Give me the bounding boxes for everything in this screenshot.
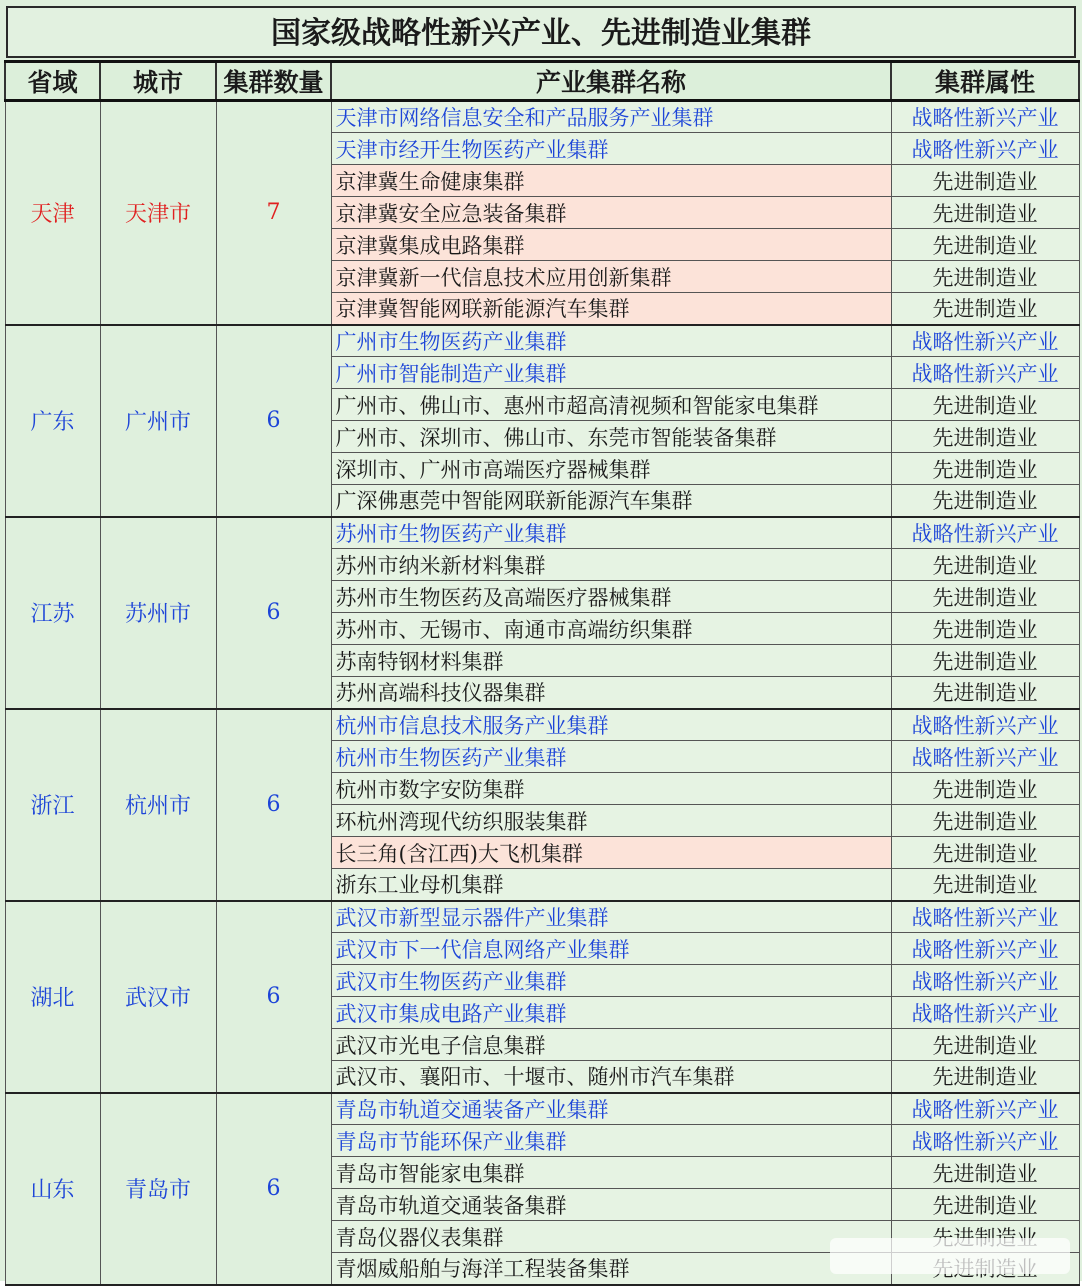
cluster-type-cell: 战略性新兴产业 [891, 1093, 1079, 1125]
table-row [5, 901, 1079, 933]
cluster-name-cell: 京津冀生命健康集群 [331, 165, 891, 197]
province-cell: 江苏 [5, 517, 100, 709]
cluster-type-cell: 战略性新兴产业 [891, 901, 1079, 933]
cluster-name-cell: 武汉市集成电路产业集群 [331, 997, 891, 1029]
count-cell: 6 [216, 325, 331, 517]
city-cell: 苏州市 [100, 517, 216, 709]
city-cell: 杭州市 [100, 709, 216, 901]
cluster-name-cell: 武汉市下一代信息网络产业集群 [331, 933, 891, 965]
cluster-name-cell: 长三角(含江西)大飞机集群 [331, 837, 891, 869]
city-cell: 青岛市 [100, 1093, 216, 1285]
cluster-name-cell: 深圳市、广州市高端医疗器械集群 [331, 453, 891, 485]
province-cell: 浙江 [5, 709, 100, 901]
cluster-type-cell: 战略性新兴产业 [891, 741, 1079, 773]
cluster-type-cell: 先进制造业 [891, 389, 1079, 421]
cluster-name-cell: 京津冀集成电路集群 [331, 229, 891, 261]
table-title: 国家级战略性新兴产业、先进制造业集群 [6, 6, 1076, 58]
cluster-name-cell: 苏州市、无锡市、南通市高端纺织集群 [331, 613, 891, 645]
cluster-name-cell: 苏州市生物医药产业集群 [331, 517, 891, 549]
cluster-type-cell: 先进制造业 [891, 677, 1079, 709]
cluster-type-cell: 战略性新兴产业 [891, 101, 1079, 133]
province-cell: 山东 [5, 1093, 100, 1285]
count-cell: 6 [216, 517, 331, 709]
cluster-name-cell: 广州市、佛山市、惠州市超高清视频和智能家电集群 [331, 389, 891, 421]
cluster-type-cell: 先进制造业 [891, 1061, 1079, 1093]
cluster-type-cell: 先进制造业 [891, 261, 1079, 293]
cluster-name-cell: 武汉市、襄阳市、十堰市、随州市汽车集群 [331, 1061, 891, 1093]
cluster-name-cell: 杭州市生物医药产业集群 [331, 741, 891, 773]
cluster-name-cell: 青岛市节能环保产业集群 [331, 1125, 891, 1157]
cluster-type-cell: 战略性新兴产业 [891, 997, 1079, 1029]
cluster-name-cell: 杭州市数字安防集群 [331, 773, 891, 805]
table-body [5, 101, 1079, 1285]
cluster-type-cell: 先进制造业 [891, 805, 1079, 837]
cluster-name-cell: 天津市网络信息安全和产品服务产业集群 [331, 101, 891, 133]
table-row [5, 517, 1079, 549]
cluster-type-cell: 战略性新兴产业 [891, 709, 1079, 741]
cluster-type-cell: 战略性新兴产业 [891, 965, 1079, 997]
cluster-name-cell: 京津冀智能网联新能源汽车集群 [331, 293, 891, 325]
cluster-name-cell: 广州市生物医药产业集群 [331, 325, 891, 357]
cluster-type-cell: 先进制造业 [891, 613, 1079, 645]
cluster-type-cell: 先进制造业 [891, 837, 1079, 869]
cluster-type-cell: 战略性新兴产业 [891, 325, 1079, 357]
table-row [5, 709, 1079, 741]
cluster-name-cell: 广州市、深圳市、佛山市、东莞市智能装备集群 [331, 421, 891, 453]
cluster-type-cell: 先进制造业 [891, 645, 1079, 677]
cluster-name-cell: 京津冀新一代信息技术应用创新集群 [331, 261, 891, 293]
cluster-name-cell: 苏州市纳米新材料集群 [331, 549, 891, 581]
cluster-type-cell: 先进制造业 [891, 293, 1079, 325]
header-count: 集群数量 [216, 62, 331, 101]
cluster-type-cell: 先进制造业 [891, 165, 1079, 197]
cluster-table [4, 60, 1080, 1286]
cluster-name-cell: 浙东工业母机集群 [331, 869, 891, 901]
cluster-name-cell: 环杭州湾现代纺织服装集群 [331, 805, 891, 837]
table-row [5, 325, 1079, 357]
count-cell: 7 [216, 101, 331, 325]
header-row [5, 62, 1079, 101]
cluster-type-cell: 先进制造业 [891, 581, 1079, 613]
cluster-name-cell: 苏州市生物医药及高端医疗器械集群 [331, 581, 891, 613]
cluster-type-cell: 先进制造业 [891, 421, 1079, 453]
cluster-type-cell: 先进制造业 [891, 197, 1079, 229]
header-province: 省域 [5, 62, 100, 101]
cluster-name-cell: 天津市经开生物医药产业集群 [331, 133, 891, 165]
cluster-type-cell: 先进制造业 [891, 1157, 1079, 1189]
cluster-name-cell: 武汉市光电子信息集群 [331, 1029, 891, 1061]
table-row [5, 1093, 1079, 1125]
cluster-name-cell: 苏州高端科技仪器集群 [331, 677, 891, 709]
cluster-name-cell: 武汉市生物医药产业集群 [331, 965, 891, 997]
cluster-name-cell: 广州市智能制造产业集群 [331, 357, 891, 389]
city-cell: 武汉市 [100, 901, 216, 1093]
cluster-name-cell: 杭州市信息技术服务产业集群 [331, 709, 891, 741]
table-row [5, 101, 1079, 133]
cluster-type-cell: 战略性新兴产业 [891, 517, 1079, 549]
cluster-type-cell: 先进制造业 [891, 1189, 1079, 1221]
cluster-type-cell: 战略性新兴产业 [891, 357, 1079, 389]
header-cluster-name: 产业集群名称 [331, 62, 891, 101]
cluster-name-cell: 京津冀安全应急装备集群 [331, 197, 891, 229]
header-cluster-type: 集群属性 [891, 62, 1079, 101]
province-cell: 湖北 [5, 901, 100, 1093]
cluster-type-cell: 战略性新兴产业 [891, 1125, 1079, 1157]
cluster-name-cell: 青岛市智能家电集群 [331, 1157, 891, 1189]
count-cell: 6 [216, 1093, 331, 1285]
cluster-name-cell: 广深佛惠莞中智能网联新能源汽车集群 [331, 485, 891, 517]
cluster-type-cell: 先进制造业 [891, 549, 1079, 581]
cluster-type-cell: 战略性新兴产业 [891, 933, 1079, 965]
count-cell: 6 [216, 709, 331, 901]
count-cell: 6 [216, 901, 331, 1093]
cluster-type-cell: 先进制造业 [891, 869, 1079, 901]
city-cell: 广州市 [100, 325, 216, 517]
province-cell: 天津 [5, 101, 100, 325]
cluster-name-cell: 青岛仪器仪表集群 [331, 1221, 891, 1253]
city-cell: 天津市 [100, 101, 216, 325]
cluster-name-cell: 青烟威船舶与海洋工程装备集群 [331, 1253, 891, 1285]
cluster-type-cell: 先进制造业 [891, 1029, 1079, 1061]
cluster-name-cell: 武汉市新型显示器件产业集群 [331, 901, 891, 933]
cluster-type-cell: 先进制造业 [891, 229, 1079, 261]
province-cell: 广东 [5, 325, 100, 517]
cluster-type-cell: 先进制造业 [891, 485, 1079, 517]
cluster-name-cell: 青岛市轨道交通装备产业集群 [331, 1093, 891, 1125]
cluster-type-cell: 先进制造业 [891, 773, 1079, 805]
header-city: 城市 [100, 62, 216, 101]
cluster-name-cell: 苏南特钢材料集群 [331, 645, 891, 677]
cluster-type-cell: 先进制造业 [891, 453, 1079, 485]
cluster-type-cell: 战略性新兴产业 [891, 133, 1079, 165]
watermark-overlay [830, 1238, 1070, 1274]
cluster-name-cell: 青岛市轨道交通装备集群 [331, 1189, 891, 1221]
